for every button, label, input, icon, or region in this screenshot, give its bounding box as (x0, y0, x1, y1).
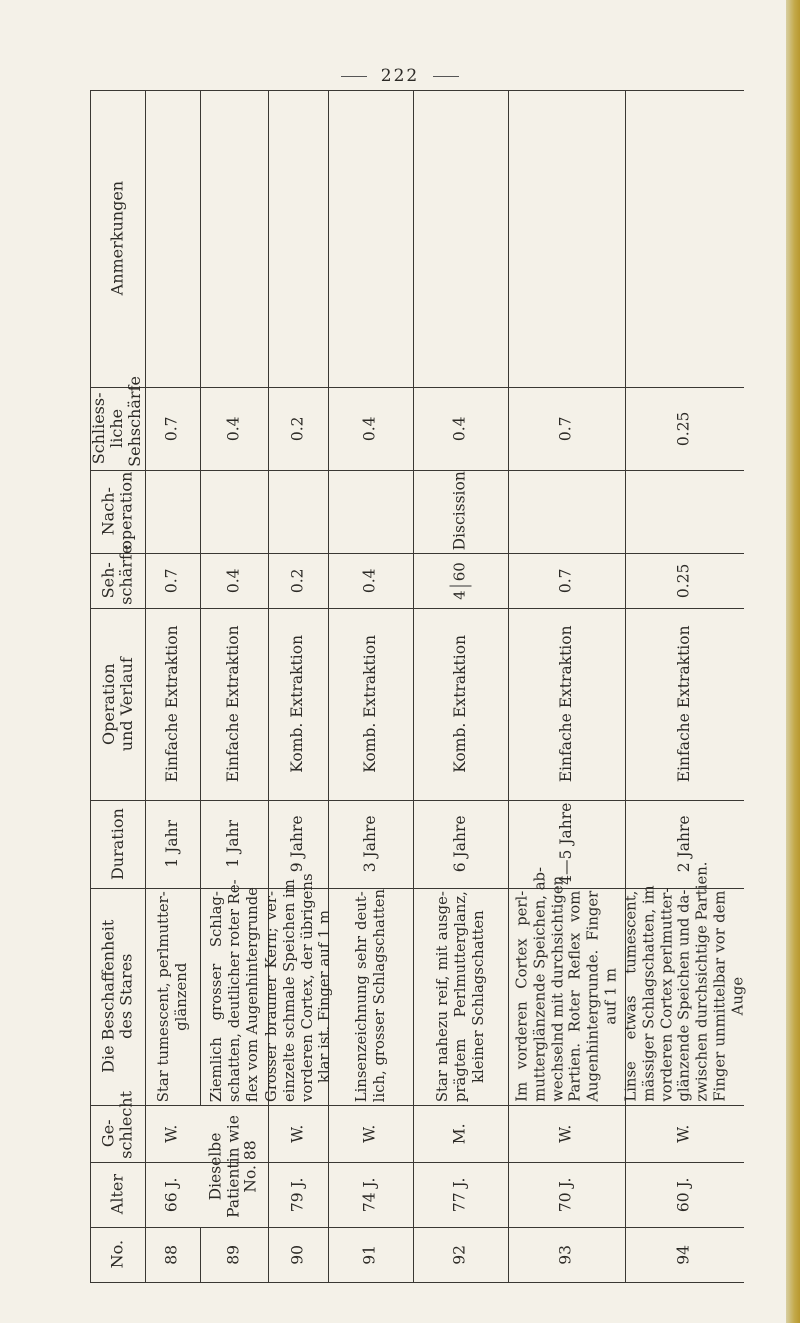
row-92-beschaffenheit-text: Star nahezu reif, mit ausge- prägtem Perlmutterglanz, kleiner Schlagschatten (433, 891, 487, 1102)
row-92-geschlecht-text: M. (450, 1123, 469, 1144)
row-93-beschaffenheit-text: Im vorderen Cortex perl- mutterglänzende Speichen, ab- wechselnd mit durchsichtigen Partien. Roter Reflex vom Augenhintergrunde. Finger auf 1 m (513, 867, 619, 1102)
header-nachoperation (90, 470, 145, 553)
row-91-duration (328, 800, 413, 888)
row-89-duration-text: 1 Jahr (224, 820, 243, 868)
row-90-alter-text: 79 J. (288, 1177, 307, 1212)
row-88-alter (145, 1162, 200, 1227)
row-91-sehschaerfe-text: 0.4 (360, 568, 379, 593)
row-92-geschlecht (413, 1105, 508, 1162)
row-93-geschlecht-text: W. (556, 1124, 575, 1143)
header-anmerkungen (90, 90, 145, 387)
row-94-geschlecht-text: W. (674, 1124, 693, 1143)
row-89-no (200, 1227, 268, 1282)
row-93-operation (508, 608, 625, 800)
row-90-duration-text: 9 Jahre (288, 815, 307, 873)
row-90-geschlecht (268, 1105, 328, 1162)
row-92-no-text: 92 (450, 1244, 469, 1265)
page-number (0, 66, 800, 86)
row-89-schliessliche-text: 0.4 (224, 416, 243, 441)
row-93-beschaffenheit (508, 867, 625, 1105)
row-90-operation-text: Komb. Extraktion (288, 635, 307, 773)
row-94-schliessliche-text: 0.25 (674, 411, 693, 446)
row-88-no (145, 1227, 200, 1282)
row-88-operation-text: Einfache Extraktion (162, 625, 181, 783)
row-94-beschaffenheit (622, 861, 746, 1105)
row-90-beschaffenheit (262, 873, 333, 1105)
row-89-beschaffenheit-text: Ziemlich grosser Schlag- schatten, deutlicher roter Re- flex vom Augenhintergrunde (207, 879, 260, 1102)
header-beschaffenheit-text: Die Beschaffenheit des Stares (98, 919, 136, 1074)
row-88-alter-text: 66 J. (162, 1177, 181, 1212)
row-94-geschlecht (625, 1105, 744, 1162)
header-schliessliche (89, 376, 145, 470)
row-92-duration-text: 6 Jahre (450, 815, 469, 873)
row-92-schliessliche (413, 387, 508, 470)
header-duration-text: Duration (107, 808, 127, 880)
header-no (90, 1227, 145, 1282)
row-90-anmerkungen (268, 90, 328, 387)
row-92-nachoperation (413, 470, 508, 553)
row-88-schliessliche-text: 0.7 (162, 416, 181, 441)
row-92-sehschaerfe-text (450, 556, 472, 605)
table-rule-horizontal (90, 1282, 744, 1283)
header-beschaffenheit (90, 888, 145, 1105)
row-88-geschlecht (145, 1105, 200, 1162)
row-88-beschaffenheit-text: Star tumescent, perlmutter- glänzend (154, 891, 190, 1102)
row-90-nachoperation (268, 470, 328, 553)
row-91-geschlecht (328, 1105, 413, 1162)
header-sehschaerfe (90, 544, 145, 608)
row-93-sehschaerfe-text: 0.7 (556, 568, 575, 593)
page-number-text: 222 (380, 66, 420, 86)
header-duration (90, 800, 145, 888)
row-89-operation (200, 608, 268, 800)
header-geschlecht (90, 1091, 145, 1162)
row-93-alter (508, 1162, 625, 1227)
row-91-beschaffenheit-text: Linsenzeichnung sehr deut- lich, grosser Schlagschatten (352, 888, 388, 1102)
row-93-sehschaerfe (508, 553, 625, 608)
row-91-operation-text: Komb. Extraktion (360, 635, 379, 773)
row-88-sehschaerfe-text: 0.7 (162, 568, 181, 593)
row-90-duration (268, 800, 328, 888)
row-94-nachoperation (625, 470, 744, 553)
row-93-alter-text: 70 J. (556, 1177, 575, 1212)
header-nachoperation-text: Nach- operation (98, 471, 136, 550)
visus-fraction: 4 60 (450, 562, 472, 600)
row-92-sehschaerfe (413, 553, 508, 608)
row-89-alter-geschlecht (200, 1105, 268, 1227)
row-88-sehschaerfe (145, 553, 200, 608)
row-94-no (625, 1227, 744, 1282)
row-88-duration (145, 800, 200, 888)
row-89-nachoperation (200, 470, 268, 553)
row-94-sehschaerfe (625, 553, 744, 608)
row-91-schliessliche (328, 387, 413, 470)
row-94-alter (625, 1162, 744, 1227)
header-sehschaerfe-text: Seh- schärfe (98, 544, 136, 605)
row-90-schliessliche (268, 387, 328, 470)
header-alter-text: Alter (107, 1174, 127, 1215)
row-89-operation-text: Einfache Extraktion (224, 625, 243, 783)
row-91-schliessliche-text: 0.4 (360, 416, 379, 441)
row-91-nachoperation (328, 470, 413, 553)
row-89-anmerkungen (200, 90, 268, 387)
row-89-sehschaerfe-text: 0.4 (224, 568, 243, 593)
row-92-beschaffenheit (413, 888, 508, 1105)
row-92-operation (413, 608, 508, 800)
row-90-geschlecht-text: W. (288, 1124, 307, 1143)
header-operation (90, 608, 145, 800)
row-91-sehschaerfe (328, 553, 413, 608)
row-92-nachoperation-text: Discission (450, 470, 469, 550)
row-89-alter-geschlecht-text: Dieselbe Patientin wie No. 88 (206, 1114, 260, 1218)
row-91-geschlecht-text: W. (360, 1124, 379, 1143)
row-91-beschaffenheit (328, 888, 413, 1105)
row-90-operation (268, 608, 328, 800)
header-operation-text: Operation und Verlauf (98, 656, 136, 752)
row-94-schliessliche (625, 387, 744, 470)
row-92-alter (413, 1162, 508, 1227)
header-schliessliche-text: Schliess- liche Sehschärfe (89, 376, 145, 467)
header-geschlecht-text: Ge- schlecht (98, 1091, 136, 1159)
row-88-no-text: 88 (162, 1244, 181, 1265)
row-93-duration (508, 800, 625, 888)
row-93-duration-text: 4—5 Jahre (556, 802, 575, 885)
row-88-geschlecht-text: W. (162, 1124, 181, 1143)
row-94-beschaffenheit-text: Linse etwas tumescent, mässiger Schlagschatten, im vorderen Cortex perlmutter- glänzende Speichen und da- zwischen durchsichtige Partien. Finger unmittelbar vor dem Auge (622, 861, 746, 1102)
row-92-anmerkungen (413, 90, 508, 387)
row-93-anmerkungen (508, 90, 625, 387)
row-89-duration (200, 800, 268, 888)
row-92-alter-text: 77 J. (450, 1177, 469, 1212)
row-88-operation (145, 608, 200, 800)
header-alter (90, 1162, 145, 1227)
row-91-no (328, 1227, 413, 1282)
row-94-operation-text: Einfache Extraktion (674, 625, 693, 783)
row-92-no (413, 1227, 508, 1282)
row-89-no-text: 89 (224, 1244, 243, 1265)
row-91-alter-text: 74 J. (360, 1177, 379, 1212)
header-anmerkungen-text: Anmerkungen (107, 181, 127, 296)
row-88-schliessliche (145, 387, 200, 470)
row-89-schliessliche (200, 387, 268, 470)
row-93-no (508, 1227, 625, 1282)
row-92-operation-text: Komb. Extraktion (450, 635, 469, 773)
row-91-anmerkungen (328, 90, 413, 387)
row-89-beschaffenheit (200, 879, 268, 1105)
row-91-alter (328, 1162, 413, 1227)
row-91-no-text: 91 (360, 1244, 379, 1265)
row-90-alter (268, 1162, 328, 1227)
row-93-schliessliche (508, 387, 625, 470)
row-90-sehschaerfe (268, 553, 328, 608)
row-88-duration-text: 1 Jahr (162, 820, 181, 868)
row-94-duration (625, 800, 744, 888)
row-90-no-text: 90 (288, 1244, 307, 1265)
row-91-operation (328, 608, 413, 800)
row-93-no-text: 93 (556, 1244, 575, 1265)
row-93-geschlecht (508, 1105, 625, 1162)
row-88-nachoperation (145, 470, 200, 553)
row-93-schliessliche-text: 0.7 (556, 416, 575, 441)
row-90-no (268, 1227, 328, 1282)
row-90-beschaffenheit-text: Grosser brauner Kern; ver- einzelte schmale Speichen im vorderen Cortex, der übrigens klar ist. Finger auf 1 m (262, 873, 333, 1102)
row-94-alter-text: 60 J. (674, 1177, 693, 1212)
row-94-anmerkungen (625, 90, 744, 387)
row-88-anmerkungen (145, 90, 200, 387)
page-edge (786, 0, 800, 1323)
row-94-no-text: 94 (674, 1244, 693, 1265)
row-94-sehschaerfe-text: 0.25 (674, 563, 693, 598)
header-no-text: No. (107, 1240, 127, 1269)
row-91-duration-text: 3 Jahre (360, 815, 379, 873)
row-92-schliessliche-text: 0.4 (450, 416, 469, 441)
row-93-nachoperation (508, 470, 625, 553)
row-94-duration-text: 2 Jahre (674, 815, 693, 873)
row-90-schliessliche-text: 0.2 (288, 416, 307, 441)
row-93-operation-text: Einfache Extraktion (556, 625, 575, 783)
row-94-operation (625, 608, 744, 800)
row-89-sehschaerfe (200, 553, 268, 608)
row-92-duration (413, 800, 508, 888)
row-88-beschaffenheit (145, 888, 200, 1105)
row-90-sehschaerfe-text: 0.2 (288, 568, 307, 593)
